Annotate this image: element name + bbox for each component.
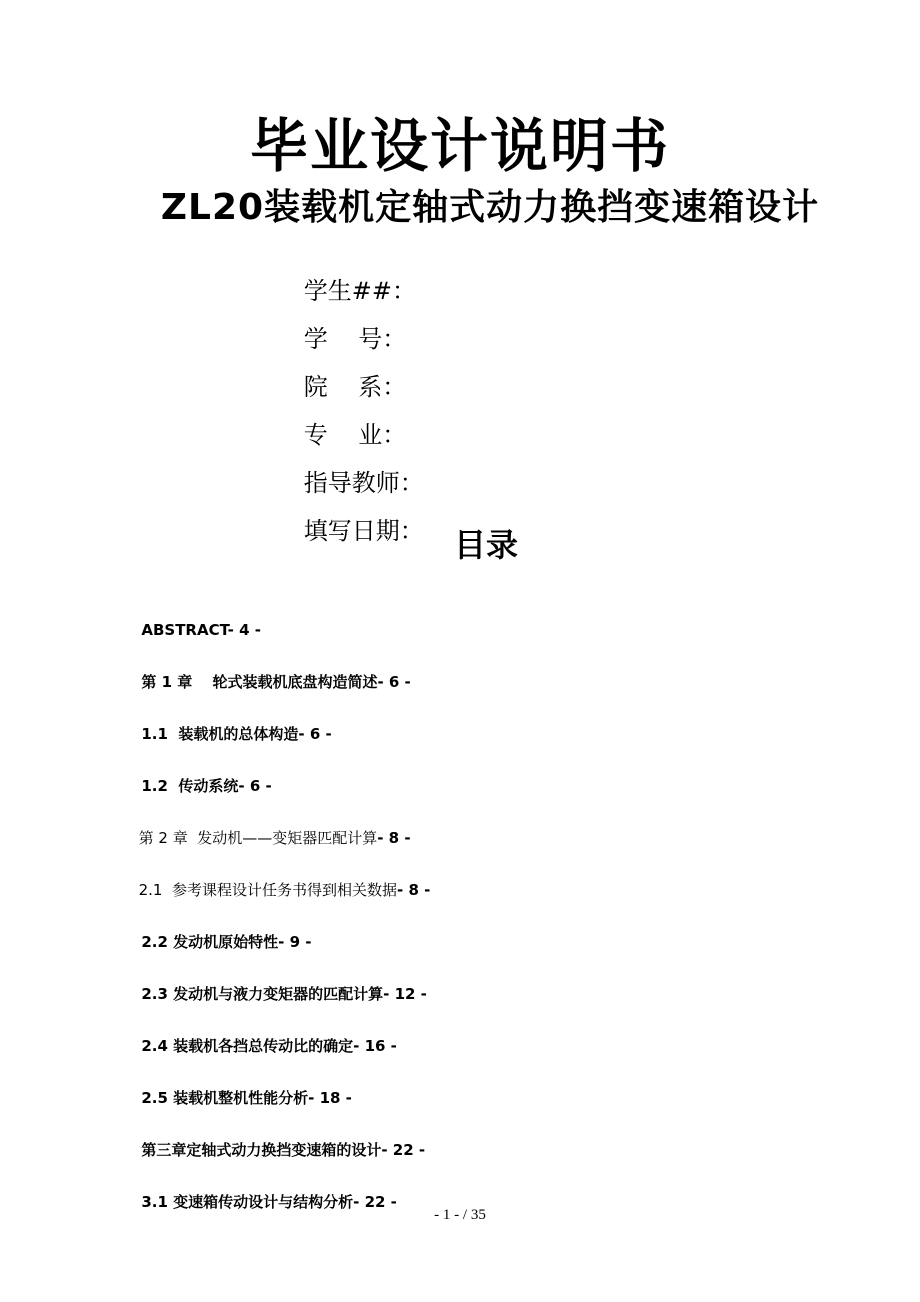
toc-heading: 目录 bbox=[453, 526, 518, 564]
toc-entry-text: 第 2 章 发动机——变矩器匹配计算 bbox=[138, 829, 378, 847]
toc-entry-page: - 22 - bbox=[381, 1141, 426, 1159]
toc-entry-text: 2.5 装载机整机性能分析 bbox=[141, 1089, 309, 1107]
info-label: 填写日期： bbox=[303, 517, 424, 545]
info-label: 专 业： bbox=[303, 421, 407, 449]
toc-entry-page: - 6 - bbox=[238, 777, 272, 795]
info-label: 学生##： bbox=[303, 277, 416, 305]
toc-entry-text: 3.1 变速箱传动设计与结构分析 bbox=[141, 1193, 354, 1211]
toc-entry-page: - 6 - bbox=[377, 673, 411, 691]
info-row-student-name bbox=[258, 237, 416, 305]
toc-entry-text: 第 1 章 轮式装载机底盘构造简述 bbox=[141, 673, 378, 691]
info-label: 院 系： bbox=[303, 373, 407, 401]
toc-entry-page: - 22 - bbox=[353, 1193, 397, 1211]
info-row-advisor bbox=[258, 429, 424, 497]
toc-entry-text: 2.3 发动机与液力变矩器的匹配计算 bbox=[141, 985, 384, 1003]
toc-entry-page: - 8 - bbox=[397, 881, 431, 899]
toc-entry-text: 1.2 传动系统 bbox=[141, 777, 239, 795]
toc-entry-text: 1.1 装载机的总体构造 bbox=[141, 725, 299, 743]
toc-entry-page: - 12 - bbox=[383, 985, 427, 1003]
toc-entry-page: - 6 - bbox=[298, 725, 332, 743]
toc-entry-text: 第三章定轴式动力换挡变速箱的设计 bbox=[141, 1141, 382, 1159]
page-number-footer: - 1 - / 35 bbox=[434, 1207, 486, 1223]
info-row-student-id bbox=[258, 285, 407, 353]
toc-entry-page: - 16 - bbox=[353, 1037, 397, 1055]
info-label: 学 号： bbox=[303, 325, 407, 353]
toc-entry-text: 2.4 装载机各挡总传动比的确定 bbox=[141, 1037, 354, 1055]
toc-entry-text: 2.1 参考课程设计任务书得到相关数据 bbox=[138, 881, 398, 899]
document-subtitle: ZL20装载机定轴式动力换挡变速箱设计 bbox=[160, 187, 820, 228]
toc-entry-page: - 4 - bbox=[227, 621, 261, 639]
info-row-department bbox=[258, 333, 407, 401]
toc-entry[interactable] bbox=[110, 1169, 397, 1235]
info-row-major bbox=[258, 381, 407, 449]
document-title: 毕业设计说明书 bbox=[249, 112, 670, 180]
toc-entry-text: ABSTRACT bbox=[141, 621, 228, 639]
info-label: 指导教师： bbox=[303, 469, 424, 497]
toc-entry-page: - 9 - bbox=[278, 933, 312, 951]
info-row-date bbox=[258, 477, 424, 545]
toc-entry-page: - 8 - bbox=[377, 829, 411, 847]
toc-entry-page: - 18 - bbox=[308, 1089, 352, 1107]
toc-entry-text: 2.2 发动机原始特性 bbox=[141, 933, 279, 951]
